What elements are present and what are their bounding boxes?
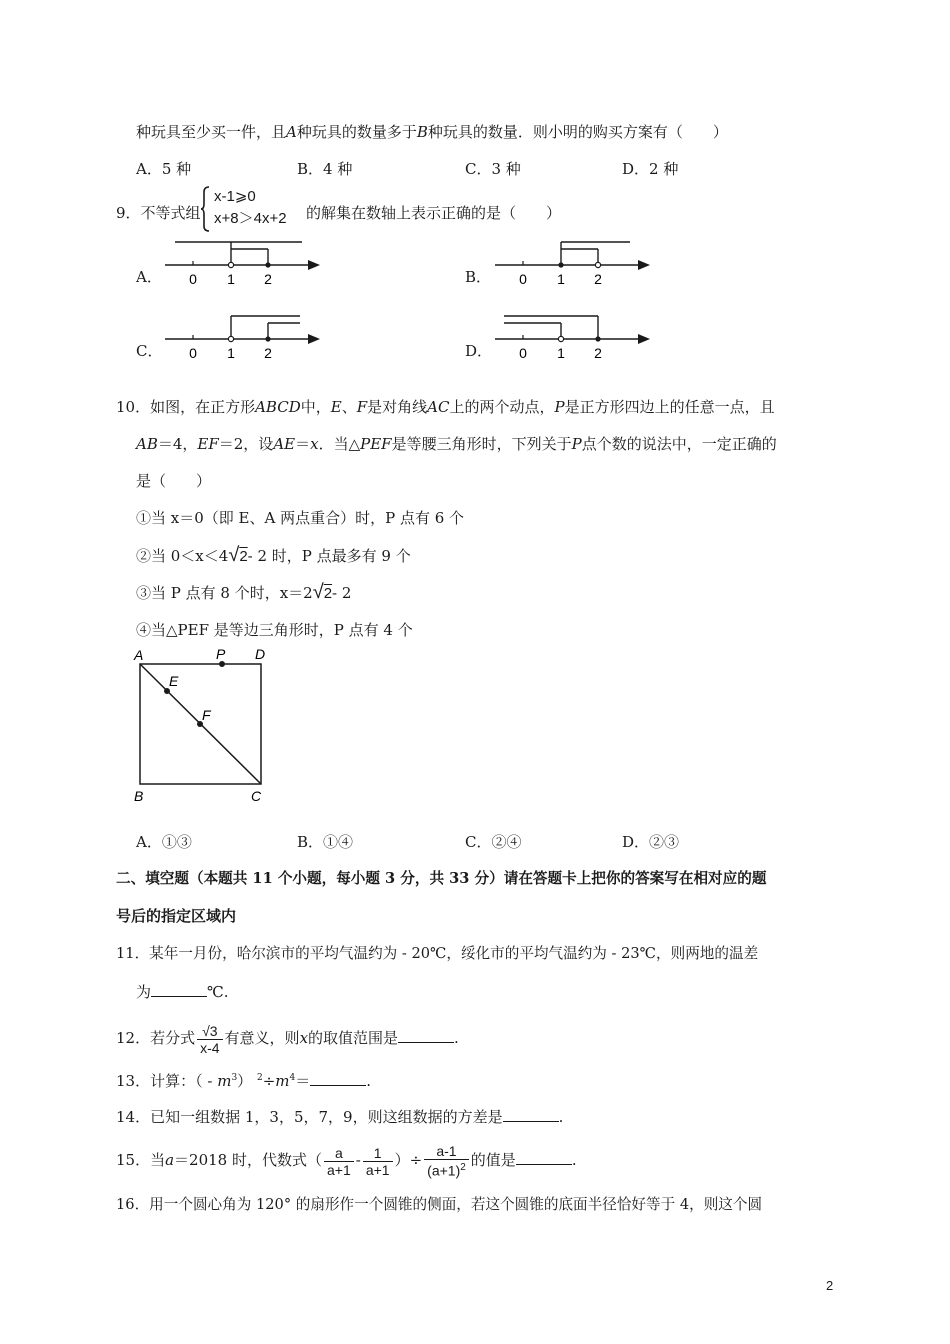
label-d: D <box>255 646 266 662</box>
q8-text: 种玩具至少买一件，且A种玩具的数量多于B种玩具的数量．则小明的购买方案有（ ） <box>136 123 728 141</box>
svg-text:2: 2 <box>264 271 272 287</box>
q11-line-2: 为 ℃. <box>136 983 229 1001</box>
answer-blank[interactable] <box>398 1028 454 1043</box>
q9-system-brace <box>200 186 210 232</box>
answer-blank[interactable] <box>503 1107 559 1122</box>
label-b: B <box>134 788 144 804</box>
q9-inequality-1: x-1⩾0 <box>214 188 256 205</box>
sqrt-sign: √ <box>228 544 240 566</box>
q15-text: 15．当a＝2018 时，代数式（ $\frac{a}{a+1}$ - $\frac{1}{a+1}$ ）÷ $\frac{a-1}{(a+1)^2}$ 的值是 . <box>116 1143 577 1179</box>
section-2-heading: 二、填空题（本题共 11 个小题，每小题 3 分，共 33 分）请在答题卡上把你的答案写在相对应的题 <box>116 870 767 887</box>
q13-text: 13．计算：（ - $m^3$） $^2\div m^4=$ . <box>116 1072 372 1090</box>
label-e: E <box>169 673 179 689</box>
q8-option-a: A．5 种 <box>136 160 192 178</box>
svg-text:1: 1 <box>227 345 235 361</box>
section-2-heading-cont: 号后的指定区域内 <box>116 907 237 925</box>
q14-text: 14．已知一组数据 1，3，5，7，9，则这组数据的方差是 . <box>116 1108 564 1126</box>
q10-statement-4: ④当△PEF 是等边三角形时，P 点有 4 个 <box>136 621 413 639</box>
svg-text:1: 1 <box>557 271 565 287</box>
q15-fraction-3: $\frac{a-1}{(a+1)^2}$ <box>424 1143 469 1179</box>
q10-statement-1: ①当 x＝0（即 E、A 两点重合）时，P 点有 6 个 <box>136 509 465 527</box>
q9-label-b: B． <box>465 268 492 286</box>
q9-label-c: C． <box>136 342 163 360</box>
q10-option-c: C．②④ <box>465 833 522 851</box>
q11-line-1: 11．某年一月份，哈尔滨市的平均气温约为 - 20℃，绥化市的平均气温约为 - 23℃，则两地的温差 <box>116 945 759 962</box>
q9-numberline-d <box>490 310 650 364</box>
page-number: 2 <box>826 1278 834 1293</box>
q9-number: 9．不等式组 <box>116 204 201 222</box>
sqrt-sign: √ <box>312 581 324 603</box>
q9-inequality-2: x+8＞4x+2 <box>214 210 287 227</box>
q8-option-d: D．2 种 <box>622 160 679 178</box>
svg-text:1: 1 <box>557 345 565 361</box>
q10-option-d: D．②③ <box>622 833 680 851</box>
answer-blank[interactable] <box>151 982 207 997</box>
q15-fraction-2: $\frac{1}{a+1}$ <box>363 1145 393 1178</box>
q9-text: 的解集在数轴上表示正确的是（ ） <box>306 204 562 222</box>
svg-text:0: 0 <box>519 271 527 287</box>
answer-blank[interactable] <box>310 1071 366 1086</box>
q9-label-d: D． <box>465 342 493 360</box>
q12-fraction: $\frac{√3}{x-4}$ <box>197 1023 222 1056</box>
q15-fraction-1: $\frac{a}{a+1}$ <box>324 1145 354 1178</box>
label-c: C <box>251 788 262 804</box>
q10-square-figure <box>128 645 276 805</box>
svg-text:2: 2 <box>264 345 272 361</box>
svg-text:2: 2 <box>594 271 602 287</box>
q9-numberline-a <box>160 236 320 290</box>
svg-text:0: 0 <box>189 271 197 287</box>
q10-statement-3: ③当 P 点有 8 个时，x＝2√2- 2 <box>136 581 352 603</box>
label-p: P <box>216 646 226 662</box>
q16-text: 16．用一个圆心角为 120° 的扇形作一个圆锥的侧面，若这个圆锥的底面半径恰好等于 4，则这个圆 <box>116 1196 763 1213</box>
q9-numberline-c <box>160 310 320 364</box>
q10-option-a: A．①③ <box>136 833 192 851</box>
q10-statement-2: ②当 0＜x＜4√2- 2 时，P 点最多有 9 个 <box>136 544 411 566</box>
q12-text: 12．若分式 $\frac{√3}{x-4}$ 有意义，则x的取值范围是 . <box>116 1022 459 1056</box>
svg-text:0: 0 <box>519 345 527 361</box>
svg-text:0: 0 <box>189 345 197 361</box>
answer-blank[interactable] <box>516 1150 572 1165</box>
q10-line-1: 10．如图，在正方形ABCD中，E、F是对角线AC上的两个动点，P是正方形四边上的任意一点，且 <box>116 398 775 416</box>
label-a: A <box>134 647 144 663</box>
label-f: F <box>202 707 211 723</box>
q8-option-b: B．4 种 <box>297 160 353 178</box>
q10-line-2: AB＝4，EF＝2，设AE＝x．当△PEF是等腰三角形时，下列关于P点个数的说法中，一定正确的 <box>136 435 777 453</box>
q8-option-c: C．3 种 <box>465 160 521 178</box>
q9-label-a: A． <box>136 268 162 286</box>
q10-option-b: B．①④ <box>297 833 354 851</box>
q10-line-3: 是（ ） <box>136 472 212 490</box>
q9-numberline-b <box>490 236 650 290</box>
svg-text:2: 2 <box>594 345 602 361</box>
svg-text:1: 1 <box>227 271 235 287</box>
